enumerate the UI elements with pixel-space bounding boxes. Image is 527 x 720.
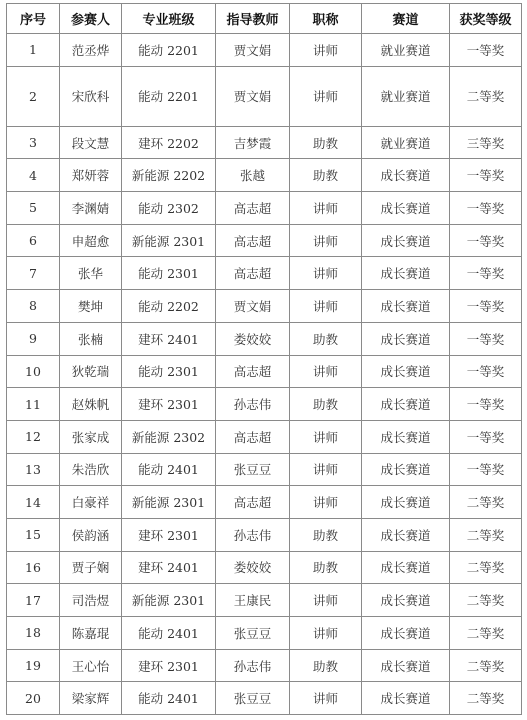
cell-index: 10 xyxy=(7,355,60,388)
cell-participant: 樊坤 xyxy=(60,290,122,323)
cell-title: 讲师 xyxy=(290,257,362,290)
cell-index: 15 xyxy=(7,518,60,551)
cell-award: 三等奖 xyxy=(450,126,522,159)
cell-track: 成长赛道 xyxy=(362,584,450,617)
cell-title: 助教 xyxy=(290,126,362,159)
cell-participant: 范丞烨 xyxy=(60,34,122,67)
cell-award: 一等奖 xyxy=(450,192,522,225)
table-row xyxy=(7,453,522,486)
cell-participant: 郑妍蓉 xyxy=(60,159,122,192)
cell-class: 能动 2201 xyxy=(122,66,216,126)
cell-index: 19 xyxy=(7,649,60,682)
cell-title: 讲师 xyxy=(290,486,362,519)
table-row xyxy=(7,322,522,355)
cell-award: 二等奖 xyxy=(450,649,522,682)
cell-track: 成长赛道 xyxy=(362,486,450,519)
cell-award: 一等奖 xyxy=(450,420,522,453)
cell-advisor: 王康民 xyxy=(216,584,290,617)
cell-class: 能动 2202 xyxy=(122,290,216,323)
cell-index: 14 xyxy=(7,486,60,519)
header-index: 序号 xyxy=(7,4,60,34)
cell-participant: 王心怡 xyxy=(60,649,122,682)
cell-advisor: 高志超 xyxy=(216,420,290,453)
cell-title: 讲师 xyxy=(290,66,362,126)
cell-title: 助教 xyxy=(290,551,362,584)
cell-index: 13 xyxy=(7,453,60,486)
cell-award: 二等奖 xyxy=(450,518,522,551)
cell-index: 18 xyxy=(7,617,60,650)
cell-advisor: 张豆豆 xyxy=(216,617,290,650)
table-row xyxy=(7,126,522,159)
cell-title: 讲师 xyxy=(290,290,362,323)
cell-title: 讲师 xyxy=(290,682,362,715)
cell-title: 助教 xyxy=(290,388,362,421)
cell-title: 助教 xyxy=(290,518,362,551)
cell-participant: 贾子娴 xyxy=(60,551,122,584)
cell-class: 能动 2301 xyxy=(122,355,216,388)
cell-class: 能动 2301 xyxy=(122,257,216,290)
table-row xyxy=(7,224,522,257)
cell-class: 新能源 2301 xyxy=(122,224,216,257)
cell-track: 成长赛道 xyxy=(362,290,450,323)
cell-participant: 张家成 xyxy=(60,420,122,453)
cell-advisor: 娄姣姣 xyxy=(216,551,290,584)
cell-title: 讲师 xyxy=(290,355,362,388)
table-row xyxy=(7,159,522,192)
cell-award: 一等奖 xyxy=(450,290,522,323)
header-advisor: 指导教师 xyxy=(216,4,290,34)
cell-class: 能动 2302 xyxy=(122,192,216,225)
cell-award: 一等奖 xyxy=(450,322,522,355)
cell-index: 7 xyxy=(7,257,60,290)
cell-title: 助教 xyxy=(290,322,362,355)
cell-participant: 狄乾瑞 xyxy=(60,355,122,388)
header-award: 获奖等级 xyxy=(450,4,522,34)
cell-track: 就业赛道 xyxy=(362,66,450,126)
cell-advisor: 高志超 xyxy=(216,486,290,519)
cell-class: 建环 2401 xyxy=(122,551,216,584)
cell-title: 讲师 xyxy=(290,617,362,650)
cell-class: 能动 2401 xyxy=(122,453,216,486)
cell-class: 新能源 2202 xyxy=(122,159,216,192)
header-title: 职称 xyxy=(290,4,362,34)
cell-award: 一等奖 xyxy=(450,453,522,486)
cell-award: 二等奖 xyxy=(450,584,522,617)
table-row xyxy=(7,649,522,682)
cell-title: 讲师 xyxy=(290,34,362,67)
cell-advisor: 高志超 xyxy=(216,355,290,388)
cell-index: 9 xyxy=(7,322,60,355)
cell-class: 能动 2401 xyxy=(122,617,216,650)
cell-advisor: 孙志伟 xyxy=(216,649,290,682)
cell-class: 能动 2201 xyxy=(122,34,216,67)
table-row xyxy=(7,584,522,617)
cell-index: 5 xyxy=(7,192,60,225)
cell-participant: 申超愈 xyxy=(60,224,122,257)
cell-participant: 侯韵涵 xyxy=(60,518,122,551)
cell-index: 16 xyxy=(7,551,60,584)
cell-advisor: 吉梦霞 xyxy=(216,126,290,159)
cell-award: 一等奖 xyxy=(450,159,522,192)
cell-track: 成长赛道 xyxy=(362,453,450,486)
table-row xyxy=(7,486,522,519)
table-row xyxy=(7,34,522,67)
cell-participant: 朱浩欣 xyxy=(60,453,122,486)
cell-class: 建环 2401 xyxy=(122,322,216,355)
cell-participant: 陈嘉琨 xyxy=(60,617,122,650)
cell-class: 建环 2202 xyxy=(122,126,216,159)
table-row xyxy=(7,355,522,388)
table-row xyxy=(7,617,522,650)
table-row xyxy=(7,420,522,453)
cell-advisor: 高志超 xyxy=(216,257,290,290)
cell-award: 一等奖 xyxy=(450,388,522,421)
table-row xyxy=(7,551,522,584)
cell-track: 就业赛道 xyxy=(362,34,450,67)
cell-participant: 梁家辉 xyxy=(60,682,122,715)
cell-title: 讲师 xyxy=(290,224,362,257)
cell-award: 二等奖 xyxy=(450,551,522,584)
cell-advisor: 贾文娟 xyxy=(216,34,290,67)
cell-advisor: 张豆豆 xyxy=(216,682,290,715)
cell-index: 2 xyxy=(7,66,60,126)
header-track: 赛道 xyxy=(362,4,450,34)
cell-advisor: 娄姣姣 xyxy=(216,322,290,355)
table-row xyxy=(7,192,522,225)
cell-index: 20 xyxy=(7,682,60,715)
cell-award: 二等奖 xyxy=(450,486,522,519)
cell-award: 一等奖 xyxy=(450,224,522,257)
cell-title: 助教 xyxy=(290,649,362,682)
cell-index: 6 xyxy=(7,224,60,257)
table-row xyxy=(7,388,522,421)
cell-track: 成长赛道 xyxy=(362,682,450,715)
cell-class: 新能源 2302 xyxy=(122,420,216,453)
cell-track: 成长赛道 xyxy=(362,388,450,421)
cell-index: 11 xyxy=(7,388,60,421)
cell-award: 二等奖 xyxy=(450,682,522,715)
table-header-row xyxy=(7,4,522,34)
cell-participant: 张楠 xyxy=(60,322,122,355)
cell-participant: 张华 xyxy=(60,257,122,290)
table-row xyxy=(7,290,522,323)
cell-award: 一等奖 xyxy=(450,355,522,388)
cell-class: 建环 2301 xyxy=(122,649,216,682)
cell-track: 成长赛道 xyxy=(362,192,450,225)
cell-participant: 赵姝帆 xyxy=(60,388,122,421)
cell-track: 成长赛道 xyxy=(362,322,450,355)
cell-track: 成长赛道 xyxy=(362,551,450,584)
cell-title: 讲师 xyxy=(290,453,362,486)
cell-advisor: 高志超 xyxy=(216,224,290,257)
cell-track: 成长赛道 xyxy=(362,355,450,388)
cell-advisor: 高志超 xyxy=(216,192,290,225)
cell-advisor: 孙志伟 xyxy=(216,388,290,421)
cell-participant: 李渊婧 xyxy=(60,192,122,225)
cell-class: 建环 2301 xyxy=(122,388,216,421)
cell-class: 能动 2401 xyxy=(122,682,216,715)
cell-award: 一等奖 xyxy=(450,34,522,67)
cell-track: 成长赛道 xyxy=(362,224,450,257)
cell-index: 8 xyxy=(7,290,60,323)
cell-advisor: 贾文娟 xyxy=(216,66,290,126)
table-row xyxy=(7,257,522,290)
cell-advisor: 贾文娟 xyxy=(216,290,290,323)
cell-track: 成长赛道 xyxy=(362,159,450,192)
cell-award: 二等奖 xyxy=(450,66,522,126)
award-table xyxy=(6,3,522,715)
cell-title: 讲师 xyxy=(290,584,362,617)
cell-advisor: 张豆豆 xyxy=(216,453,290,486)
cell-participant: 段文慧 xyxy=(60,126,122,159)
cell-index: 4 xyxy=(7,159,60,192)
cell-index: 17 xyxy=(7,584,60,617)
cell-participant: 宋欣科 xyxy=(60,66,122,126)
cell-class: 新能源 2301 xyxy=(122,486,216,519)
cell-track: 成长赛道 xyxy=(362,518,450,551)
header-class: 专业班级 xyxy=(122,4,216,34)
cell-class: 新能源 2301 xyxy=(122,584,216,617)
cell-award: 一等奖 xyxy=(450,257,522,290)
cell-track: 成长赛道 xyxy=(362,649,450,682)
cell-participant: 司浩煜 xyxy=(60,584,122,617)
cell-track: 成长赛道 xyxy=(362,617,450,650)
cell-class: 建环 2301 xyxy=(122,518,216,551)
cell-track: 就业赛道 xyxy=(362,126,450,159)
table-row xyxy=(7,66,522,126)
cell-participant: 白豪祥 xyxy=(60,486,122,519)
cell-index: 1 xyxy=(7,34,60,67)
cell-track: 成长赛道 xyxy=(362,420,450,453)
cell-title: 讲师 xyxy=(290,420,362,453)
cell-title: 助教 xyxy=(290,159,362,192)
table-row xyxy=(7,518,522,551)
cell-award: 二等奖 xyxy=(450,617,522,650)
cell-index: 3 xyxy=(7,126,60,159)
cell-track: 成长赛道 xyxy=(362,257,450,290)
cell-advisor: 张越 xyxy=(216,159,290,192)
cell-advisor: 孙志伟 xyxy=(216,518,290,551)
cell-index: 12 xyxy=(7,420,60,453)
cell-title: 讲师 xyxy=(290,192,362,225)
header-participant: 参赛人 xyxy=(60,4,122,34)
table-row xyxy=(7,682,522,715)
